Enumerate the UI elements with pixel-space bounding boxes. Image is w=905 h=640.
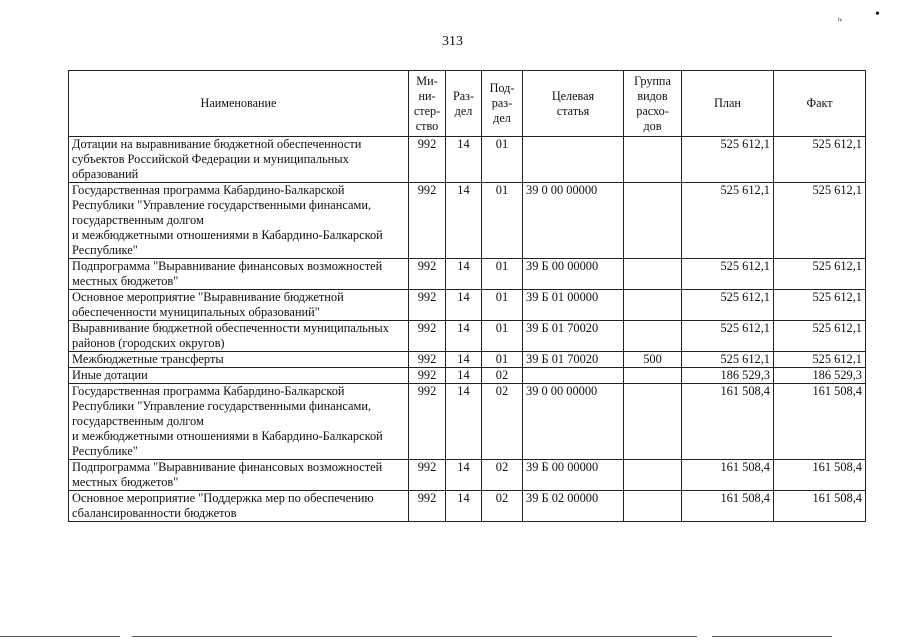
row-expense-group xyxy=(624,460,682,491)
row-target-article xyxy=(523,368,624,384)
row-expense-group xyxy=(624,183,682,259)
header-subsection-label: Под- раз- дел xyxy=(489,81,515,125)
row-plan: 525 612,1 xyxy=(682,137,774,183)
row-name: Выравнивание бюджетной обеспеченности муниципальных районов (городских округов) xyxy=(69,321,409,352)
row-subsection: 01 xyxy=(482,321,523,352)
header-subsection xyxy=(482,71,523,137)
header-target xyxy=(523,71,624,137)
row-expense-group xyxy=(624,321,682,352)
row-section: 14 xyxy=(446,460,482,491)
table-row xyxy=(69,491,866,522)
table-row xyxy=(69,259,866,290)
header-target-label: Целевая статья xyxy=(551,88,595,118)
row-subsection: 02 xyxy=(482,368,523,384)
row-name: Основное мероприятие "Выравнивание бюджетной обеспеченности муниципальных образований" xyxy=(69,290,409,321)
row-plan: 186 529,3 xyxy=(682,368,774,384)
header-ministry-label: Ми- ни- стер- ство xyxy=(413,73,441,133)
row-subsection: 02 xyxy=(482,491,523,522)
row-fact: 161 508,4 xyxy=(774,491,866,522)
row-subsection: 01 xyxy=(482,290,523,321)
row-section: 14 xyxy=(446,183,482,259)
row-plan: 525 612,1 xyxy=(682,183,774,259)
scan-dot-mark: • xyxy=(875,7,880,22)
row-name: Основное мероприятие "Поддержка мер по обеспечению сбалансированности бюджетов xyxy=(69,491,409,522)
row-name: Государственная программа Кабардино-Балкарской Республики "Управление государственными финансами, государственным долгом и межбюджетными отношениями в Кабардино-Балкарской Республике" xyxy=(69,384,409,460)
bottom-rule-left xyxy=(0,636,120,637)
row-name: Дотации на выравнивание бюджетной обеспеченности субъектов Российской Федерации и муниципальных образований xyxy=(69,137,409,183)
row-fact: 161 508,4 xyxy=(774,460,866,491)
row-expense-group xyxy=(624,290,682,321)
row-ministry: 992 xyxy=(409,491,446,522)
table-row xyxy=(69,290,866,321)
header-group-label: Группа видов расхо- дов xyxy=(634,73,671,133)
row-expense-group xyxy=(624,259,682,290)
row-ministry: 992 xyxy=(409,460,446,491)
row-expense-group: 500 xyxy=(624,352,682,368)
row-section: 14 xyxy=(446,290,482,321)
table-row xyxy=(69,321,866,352)
row-name: Иные дотации xyxy=(69,368,409,384)
bottom-rule-main xyxy=(132,636,697,637)
row-plan: 525 612,1 xyxy=(682,352,774,368)
table-row xyxy=(69,460,866,491)
row-fact: 525 612,1 xyxy=(774,183,866,259)
row-expense-group xyxy=(624,368,682,384)
row-target-article: 39 0 00 00000 xyxy=(523,183,624,259)
header-name: Наименование xyxy=(69,71,409,137)
row-ministry: 992 xyxy=(409,137,446,183)
header-section xyxy=(446,71,482,137)
row-section: 14 xyxy=(446,352,482,368)
header-ministry xyxy=(409,71,446,137)
row-section: 14 xyxy=(446,384,482,460)
row-ministry: 992 xyxy=(409,321,446,352)
row-fact: 186 529,3 xyxy=(774,368,866,384)
table-header-row xyxy=(69,71,866,137)
table-row xyxy=(69,137,866,183)
row-fact: 525 612,1 xyxy=(774,137,866,183)
row-fact: 525 612,1 xyxy=(774,352,866,368)
row-ministry: 992 xyxy=(409,290,446,321)
row-plan: 525 612,1 xyxy=(682,259,774,290)
row-plan: 525 612,1 xyxy=(682,290,774,321)
row-section: 14 xyxy=(446,368,482,384)
row-plan: 161 508,4 xyxy=(682,384,774,460)
row-subsection: 02 xyxy=(482,384,523,460)
row-section: 14 xyxy=(446,259,482,290)
row-target-article: 39 Б 01 00000 xyxy=(523,290,624,321)
row-subsection: 01 xyxy=(482,259,523,290)
row-target-article: 39 Б 02 00000 xyxy=(523,491,624,522)
table-row xyxy=(69,183,866,259)
row-section: 14 xyxy=(446,137,482,183)
row-expense-group xyxy=(624,491,682,522)
page-number: 313 xyxy=(442,34,463,49)
row-section: 14 xyxy=(446,491,482,522)
row-ministry: 992 xyxy=(409,384,446,460)
row-plan: 161 508,4 xyxy=(682,460,774,491)
row-target-article: 39 Б 01 70020 xyxy=(523,321,624,352)
row-name: Межбюджетные трансферты xyxy=(69,352,409,368)
row-target-article: 39 Б 00 00000 xyxy=(523,460,624,491)
row-subsection: 02 xyxy=(482,460,523,491)
row-plan: 161 508,4 xyxy=(682,491,774,522)
table-row xyxy=(69,368,866,384)
header-fact: Факт xyxy=(774,71,866,137)
row-target-article: 39 Б 01 70020 xyxy=(523,352,624,368)
row-expense-group xyxy=(624,137,682,183)
row-target-article: 39 0 00 00000 xyxy=(523,384,624,460)
row-subsection: 01 xyxy=(482,352,523,368)
row-fact: 525 612,1 xyxy=(774,259,866,290)
header-plan: План xyxy=(682,71,774,137)
row-target-article: 39 Б 00 00000 xyxy=(523,259,624,290)
row-ministry: 992 xyxy=(409,259,446,290)
row-plan: 525 612,1 xyxy=(682,321,774,352)
header-group xyxy=(624,71,682,137)
header-section-label: Раз- дел xyxy=(452,88,475,118)
row-name: Подпрограмма "Выравнивание финансовых возможностей местных бюджетов" xyxy=(69,259,409,290)
budget-table xyxy=(68,70,866,522)
row-fact: 525 612,1 xyxy=(774,290,866,321)
row-subsection: 01 xyxy=(482,183,523,259)
bottom-rule-right xyxy=(712,636,832,637)
row-ministry: 992 xyxy=(409,183,446,259)
row-ministry: 992 xyxy=(409,368,446,384)
row-subsection: 01 xyxy=(482,137,523,183)
table-row xyxy=(69,352,866,368)
row-ministry: 992 xyxy=(409,352,446,368)
row-expense-group xyxy=(624,384,682,460)
row-section: 14 xyxy=(446,321,482,352)
row-fact: 161 508,4 xyxy=(774,384,866,460)
row-name: Государственная программа Кабардино-Балкарской Республики "Управление государственными финансами, государственным долгом и межбюджетными отношениями в Кабардино-Балкарской Республике" xyxy=(69,183,409,259)
row-name: Подпрограмма "Выравнивание финансовых возможностей местных бюджетов" xyxy=(69,460,409,491)
table-row xyxy=(69,384,866,460)
row-target-article xyxy=(523,137,624,183)
row-fact: 525 612,1 xyxy=(774,321,866,352)
scan-mark: ᵢ, xyxy=(838,12,843,23)
